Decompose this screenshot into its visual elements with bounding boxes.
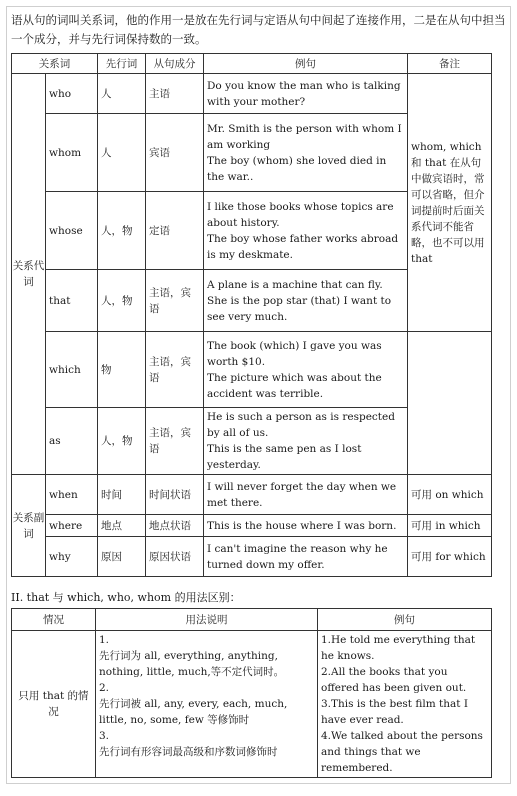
group-relative-pronoun: 关系代词 xyxy=(12,74,46,475)
note-empty xyxy=(408,332,492,475)
note-why: 可用 for which xyxy=(408,537,492,577)
cell-antecedent: 人，物 xyxy=(98,408,146,475)
note-when: 可用 on which xyxy=(408,475,492,515)
header-case: 情况 xyxy=(12,609,96,631)
cell-example: A plane is a machine that can fly. She is the pop star (that) I want to see very much. xyxy=(204,270,408,332)
cell-antecedent: 人，物 xyxy=(98,270,146,332)
cell-antecedent: 人 xyxy=(98,74,146,114)
cell-role: 主语 xyxy=(146,74,204,114)
group-relative-adverb: 关系副词 xyxy=(12,475,46,577)
cell-role: 宾语 xyxy=(146,114,204,192)
note-where: 可用 in which xyxy=(408,515,492,537)
cell-role: 主语，宾语 xyxy=(146,270,204,332)
cell-role: 主语，宾语 xyxy=(146,332,204,408)
cell-word: whose xyxy=(46,192,98,270)
table-row xyxy=(12,475,492,515)
cell-word: who xyxy=(46,74,98,114)
cell-example: I can't imagine the reason why he turned down my offer. xyxy=(204,537,408,577)
cell-example: He is such a person as is respected by all of us. This is the same pen as I lost yesterday. xyxy=(204,408,408,475)
section-2-title: II. that 与 which, who, whom 的用法区别： xyxy=(11,591,241,604)
header-antecedent: 先行词 xyxy=(98,54,146,74)
relative-words-table xyxy=(11,53,492,577)
cell-role: 原因状语 xyxy=(146,537,204,577)
cell-usage: 1. 先行词为 all, everything, anything, nothing, little, much,等不定代词时。 2. 先行词被 all, any, every, each, much, little, no, some, few 等修饰时 3. 先行词有形容词最高级和序数词修饰时 xyxy=(96,631,318,778)
cell-antecedent: 时间 xyxy=(98,475,146,515)
cell-role: 时间状语 xyxy=(146,475,204,515)
intro-paragraph: 语从句的词叫关系词，他的作用一是放在先行词与定语从句中间起了连接作用，二是在从句中担当一个成分，并与先行词保持数的一致。 xyxy=(11,13,506,46)
cell-role: 主语，宾语 xyxy=(146,408,204,475)
cell-example: Mr. Smith is the person with whom I am working The boy (whom) she loved died in the war.. xyxy=(204,114,408,192)
that-usage-table xyxy=(11,608,492,778)
header-clause-role: 从句成分 xyxy=(146,54,204,74)
header-notes: 备注 xyxy=(408,54,492,74)
header-examples: 例句 xyxy=(318,609,492,631)
cell-case: 只用 that 的情况 xyxy=(12,631,96,778)
cell-word: that xyxy=(46,270,98,332)
cell-word: as xyxy=(46,408,98,475)
cell-word: where xyxy=(46,515,98,537)
table-row xyxy=(12,537,492,577)
cell-antecedent: 原因 xyxy=(98,537,146,577)
cell-examples: 1.He told me everything that he knows. 2.All the books that you offered has been given out. 3.This is the best film that I have ever read. 4.We talked about the persons and things that we remembered. xyxy=(318,631,492,778)
cell-antecedent: 人 xyxy=(98,114,146,192)
header-example: 例句 xyxy=(204,54,408,74)
cell-word: why xyxy=(46,537,98,577)
cell-example: I will never forget the day when we met there. xyxy=(204,475,408,515)
cell-antecedent: 地点 xyxy=(98,515,146,537)
cell-example: Do you know the man who is talking with your mother? xyxy=(204,74,408,114)
cell-example: I like those books whose topics are about history. The boy whose father works abroad is my deskmate. xyxy=(204,192,408,270)
table-row xyxy=(12,332,492,408)
cell-word: which xyxy=(46,332,98,408)
cell-role: 定语 xyxy=(146,192,204,270)
note-omission: whom, which 和 that 在从句中做宾语时，常可以省略，但介词提前时后面关系代词不能省略，也不可以用 that xyxy=(408,74,492,332)
cell-word: whom xyxy=(46,114,98,192)
cell-word: when xyxy=(46,475,98,515)
table-row xyxy=(12,631,492,778)
document-page xyxy=(6,6,511,784)
cell-role: 地点状语 xyxy=(146,515,204,537)
table-row xyxy=(12,74,492,114)
table-row xyxy=(12,515,492,537)
cell-example: This is the house where I was born. xyxy=(204,515,408,537)
header-relative-word: 关系词 xyxy=(12,54,98,74)
cell-antecedent: 物 xyxy=(98,332,146,408)
cell-example: The book (which) I gave you was worth $10. The picture which was about the accident was terrible. xyxy=(204,332,408,408)
header-usage: 用法说明 xyxy=(96,609,318,631)
cell-antecedent: 人，物 xyxy=(98,192,146,270)
